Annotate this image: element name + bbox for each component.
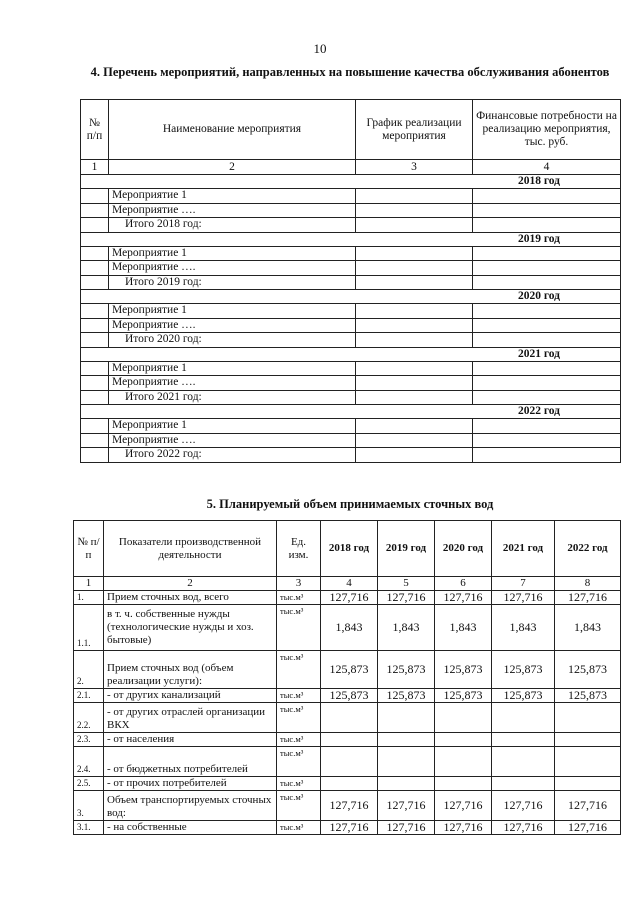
value-cell: 127,716: [435, 591, 492, 605]
financing-cell: [473, 275, 621, 290]
value-cell: [492, 733, 555, 747]
financing-cell: [473, 203, 621, 218]
col-number: 2: [104, 577, 277, 591]
schedule-cell: [356, 275, 473, 290]
row-number: 3.1.: [74, 821, 104, 835]
value-cell: 125,873: [321, 689, 378, 703]
value-cell: [492, 777, 555, 791]
financing-cell: [473, 333, 621, 348]
row-number: [81, 189, 109, 204]
value-cell: 125,873: [435, 689, 492, 703]
indicator-name: Объем транспортируемых сточных вод:: [104, 791, 277, 821]
section5-title: 5. Планируемый объем принимаемых сточных вод: [206, 497, 494, 511]
row-number: 2.2.: [74, 703, 104, 733]
value-cell: 125,873: [435, 651, 492, 689]
value-cell: 1,843: [492, 605, 555, 651]
value-cell: 125,873: [555, 651, 621, 689]
financing-cell: [473, 376, 621, 391]
value-cell: 125,873: [321, 651, 378, 689]
year-row: [81, 405, 621, 419]
value-cell: 1,843: [435, 605, 492, 651]
row-number: 3.: [74, 791, 104, 821]
financing-cell: [473, 189, 621, 204]
row-number: [81, 261, 109, 276]
column-number-row: [81, 160, 621, 175]
activity-name: Мероприятие 1: [109, 189, 356, 204]
indicator-name: - от других отраслей организации ВКХ: [104, 703, 277, 733]
financing-cell: [473, 361, 621, 376]
activity-row: [81, 433, 621, 448]
value-cell: [435, 747, 492, 777]
value-cell: [555, 703, 621, 733]
year-label: 2019 год: [81, 232, 621, 246]
activity-row: [81, 361, 621, 376]
col-number: 8: [555, 577, 621, 591]
activity-total: Итого 2018 год:: [109, 218, 356, 233]
activity-row: [81, 189, 621, 204]
activity-row: [81, 261, 621, 276]
table-row: [74, 733, 621, 747]
indicator-name: Прием сточных вод (объем реализации услуги):: [104, 651, 277, 689]
value-cell: 127,716: [321, 791, 378, 821]
row-number: 2.: [74, 651, 104, 689]
value-cell: 127,716: [555, 791, 621, 821]
value-cell: [321, 777, 378, 791]
schedule-cell: [356, 433, 473, 448]
value-cell: [492, 747, 555, 777]
table-row: [74, 605, 621, 651]
value-cell: 127,716: [435, 791, 492, 821]
table-header-row: [81, 100, 621, 160]
col-number: 4: [473, 160, 621, 175]
col-number: 4: [321, 577, 378, 591]
header-year: 2020 год: [435, 521, 492, 577]
schedule-cell: [356, 390, 473, 405]
value-cell: [378, 747, 435, 777]
schedule-cell: [356, 261, 473, 276]
unit-cell: тыс.м³: [277, 689, 321, 703]
value-cell: 127,716: [492, 791, 555, 821]
header-financing: Финансовые потребности на реализацию мероприятия, тыс. руб.: [473, 100, 621, 160]
schedule-cell: [356, 304, 473, 319]
column-number-row: [74, 577, 621, 591]
value-cell: 125,873: [378, 689, 435, 703]
row-number: [81, 433, 109, 448]
row-number: 2.1.: [74, 689, 104, 703]
activity-row: [81, 448, 621, 463]
activity-total: Итого 2021 год:: [109, 390, 356, 405]
activity-row: [81, 304, 621, 319]
header-number: № п/п: [81, 100, 109, 160]
header-year: 2021 год: [492, 521, 555, 577]
activity-row: [81, 218, 621, 233]
activity-row: [81, 333, 621, 348]
financing-cell: [473, 390, 621, 405]
wastewater-table: [73, 520, 621, 835]
value-cell: 127,716: [378, 821, 435, 835]
activity-name: Мероприятие 1: [109, 419, 356, 434]
col-number: 2: [109, 160, 356, 175]
financing-cell: [473, 433, 621, 448]
section4-title: 4. Перечень мероприятий, направленных на повышение качества обслуживания абонентов: [90, 65, 610, 79]
activity-row: [81, 275, 621, 290]
row-number: [81, 318, 109, 333]
schedule-cell: [356, 448, 473, 463]
value-cell: [555, 747, 621, 777]
table-row: [74, 703, 621, 733]
value-cell: [378, 777, 435, 791]
unit-cell: тыс.м³: [277, 651, 321, 689]
col-number: 6: [435, 577, 492, 591]
col-number: 3: [356, 160, 473, 175]
header-schedule: График реализации мероприятия: [356, 100, 473, 160]
row-number: [81, 203, 109, 218]
value-cell: 127,716: [492, 821, 555, 835]
activity-row: [81, 390, 621, 405]
table-row: [74, 591, 621, 605]
financing-cell: [473, 304, 621, 319]
activity-total: Итого 2022 год:: [109, 448, 356, 463]
unit-cell: тыс.м³: [277, 821, 321, 835]
header-year: 2018 год: [321, 521, 378, 577]
table-row: [74, 791, 621, 821]
indicator-name: в т. ч. собственные нужды (технологические нужды и хоз. бытовые): [104, 605, 277, 651]
activity-row: [81, 203, 621, 218]
row-number: [81, 246, 109, 261]
page-number: 10: [313, 41, 327, 56]
indicator-name: - на собственные: [104, 821, 277, 835]
table-row: [74, 777, 621, 791]
value-cell: 127,716: [435, 821, 492, 835]
activity-row: [81, 246, 621, 261]
value-cell: 1,843: [555, 605, 621, 651]
unit-cell: тыс.м³: [277, 777, 321, 791]
financing-cell: [473, 448, 621, 463]
row-number: [81, 361, 109, 376]
header-year: 2022 год: [555, 521, 621, 577]
unit-cell: тыс.м³: [277, 591, 321, 605]
value-cell: 127,716: [492, 591, 555, 605]
value-cell: 127,716: [378, 591, 435, 605]
col-number: 1: [74, 577, 104, 591]
year-row: [81, 347, 621, 361]
value-cell: 127,716: [555, 591, 621, 605]
col-number: 1: [81, 160, 109, 175]
header-number: № п/п: [74, 521, 104, 577]
value-cell: 125,873: [492, 651, 555, 689]
indicator-name: - от населения: [104, 733, 277, 747]
schedule-cell: [356, 218, 473, 233]
schedule-cell: [356, 318, 473, 333]
row-number: 1.: [74, 591, 104, 605]
unit-cell: тыс.м³: [277, 605, 321, 651]
row-number: [81, 218, 109, 233]
value-cell: 127,716: [555, 821, 621, 835]
value-cell: 125,873: [492, 689, 555, 703]
activity-total: Итого 2019 год:: [109, 275, 356, 290]
row-number: 2.5.: [74, 777, 104, 791]
activity-row: [81, 318, 621, 333]
value-cell: 1,843: [378, 605, 435, 651]
value-cell: [378, 703, 435, 733]
year-label: 2021 год: [81, 347, 621, 361]
schedule-cell: [356, 203, 473, 218]
value-cell: [435, 703, 492, 733]
activity-name: Мероприятие ….: [109, 203, 356, 218]
unit-cell: тыс.м³: [277, 791, 321, 821]
activity-name: Мероприятие 1: [109, 246, 356, 261]
value-cell: [321, 703, 378, 733]
activity-name: Мероприятие ….: [109, 261, 356, 276]
financing-cell: [473, 318, 621, 333]
value-cell: 1,843: [321, 605, 378, 651]
year-row: [81, 290, 621, 304]
value-cell: 127,716: [321, 591, 378, 605]
header-activity-name: Наименование мероприятия: [109, 100, 356, 160]
indicator-name: - от других канализаций: [104, 689, 277, 703]
row-number: 1.1.: [74, 605, 104, 651]
table-row: [74, 747, 621, 777]
table-row: [74, 651, 621, 689]
year-row: [81, 232, 621, 246]
indicator-name: - от прочих потребителей: [104, 777, 277, 791]
header-year: 2019 год: [378, 521, 435, 577]
row-number: [81, 376, 109, 391]
header-unit: Ед. изм.: [277, 521, 321, 577]
value-cell: [321, 733, 378, 747]
table-row: [74, 821, 621, 835]
schedule-cell: [356, 419, 473, 434]
table-row: [74, 689, 621, 703]
schedule-cell: [356, 333, 473, 348]
schedule-cell: [356, 376, 473, 391]
activities-table: [80, 99, 621, 463]
schedule-cell: [356, 361, 473, 376]
table-header-row: [74, 521, 621, 577]
value-cell: [492, 703, 555, 733]
row-number: [81, 275, 109, 290]
value-cell: [435, 777, 492, 791]
value-cell: 127,716: [378, 791, 435, 821]
indicator-name: Прием сточных вод, всего: [104, 591, 277, 605]
year-label: 2018 год: [81, 175, 621, 189]
value-cell: [378, 733, 435, 747]
activity-name: Мероприятие 1: [109, 304, 356, 319]
activity-name: Мероприятие ….: [109, 376, 356, 391]
value-cell: [321, 747, 378, 777]
unit-cell: тыс.м³: [277, 703, 321, 733]
row-number: 2.3.: [74, 733, 104, 747]
col-number: 5: [378, 577, 435, 591]
activity-name: Мероприятие 1: [109, 361, 356, 376]
row-number: [81, 419, 109, 434]
year-label: 2020 год: [81, 290, 621, 304]
col-number: 3: [277, 577, 321, 591]
value-cell: [435, 733, 492, 747]
row-number: [81, 390, 109, 405]
schedule-cell: [356, 189, 473, 204]
row-number: [81, 448, 109, 463]
row-number: [81, 304, 109, 319]
value-cell: [555, 777, 621, 791]
activity-row: [81, 376, 621, 391]
indicator-name: - от бюджетных потребителей: [104, 747, 277, 777]
schedule-cell: [356, 246, 473, 261]
financing-cell: [473, 261, 621, 276]
header-indicator: Показатели производственной деятельности: [104, 521, 277, 577]
activity-total: Итого 2020 год:: [109, 333, 356, 348]
row-number: 2.4.: [74, 747, 104, 777]
financing-cell: [473, 246, 621, 261]
year-label: 2022 год: [81, 405, 621, 419]
activity-row: [81, 419, 621, 434]
value-cell: 127,716: [321, 821, 378, 835]
col-number: 7: [492, 577, 555, 591]
row-number: [81, 333, 109, 348]
financing-cell: [473, 218, 621, 233]
value-cell: [555, 733, 621, 747]
value-cell: 125,873: [378, 651, 435, 689]
value-cell: 125,873: [555, 689, 621, 703]
activity-name: Мероприятие ….: [109, 318, 356, 333]
financing-cell: [473, 419, 621, 434]
year-row: [81, 175, 621, 189]
unit-cell: тыс.м³: [277, 733, 321, 747]
unit-cell: тыс.м³: [277, 747, 321, 777]
activity-name: Мероприятие ….: [109, 433, 356, 448]
